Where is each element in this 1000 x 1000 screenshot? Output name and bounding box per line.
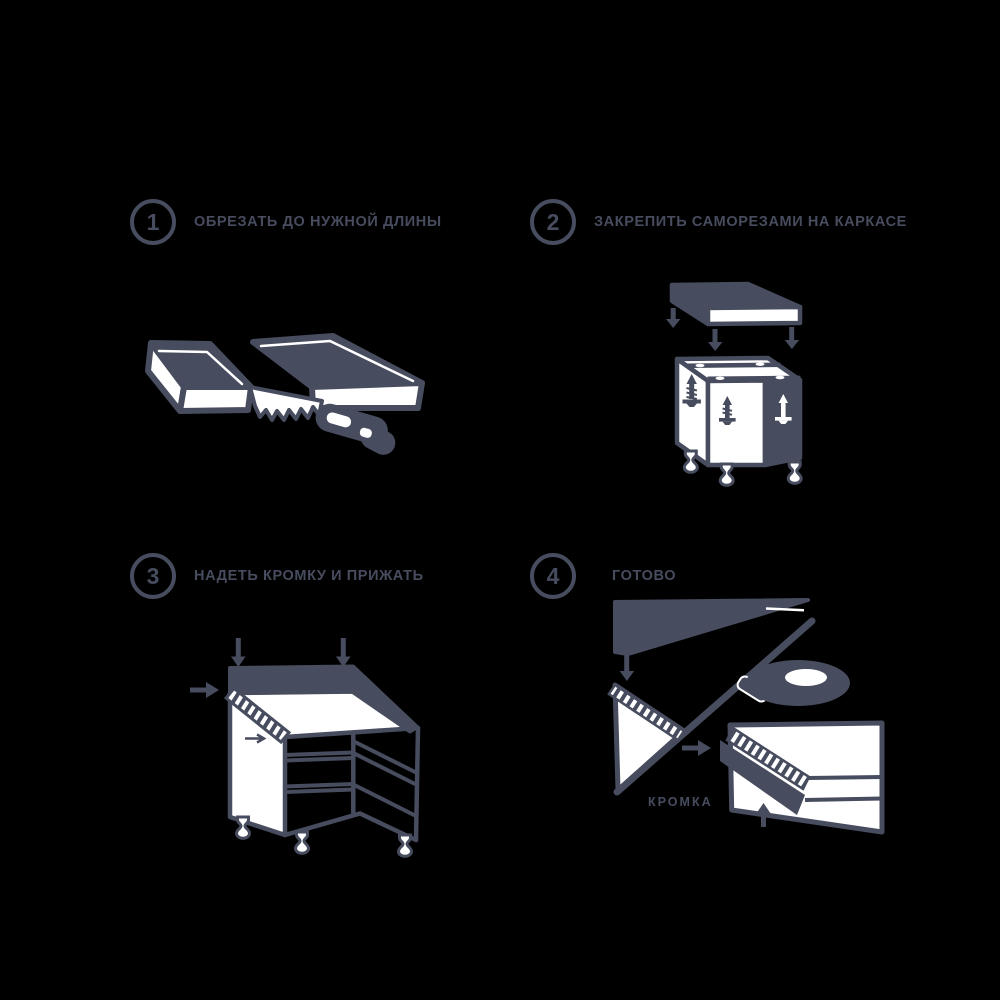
board-left-icon: [148, 343, 251, 411]
step-3-header: [130, 553, 424, 599]
illustration-press-edge: [160, 600, 460, 895]
step-title: ГОТОВО: [612, 568, 677, 584]
arrow-down-icon: [620, 655, 634, 681]
board-corner-detail: [720, 723, 882, 832]
arrow-right-icon: [190, 682, 219, 698]
step-number-badge: 1: [130, 199, 176, 245]
step-number-badge: 2: [530, 199, 576, 245]
step-title: ОБРЕЗАТЬ ДО НУЖНОЙ ДЛИНЫ: [194, 214, 442, 230]
countertop-icon: [672, 284, 800, 324]
step-title: НАДЕТЬ КРОМКУ И ПРИЖАТЬ: [194, 568, 424, 584]
illustration-cut-to-length: [120, 325, 450, 485]
step-number-badge: 4: [530, 553, 576, 599]
arrow-right-icon: [682, 740, 711, 756]
edge-strip-label: КРОМКА: [648, 795, 713, 809]
step-2-header: [530, 199, 907, 245]
arrow-down-icon: [231, 638, 351, 667]
illustration-screw-to-frame: [625, 262, 865, 497]
cabinet-icon: [226, 667, 418, 857]
cabinet-icon: [677, 358, 801, 485]
step-1-header: [130, 199, 442, 245]
tape-roll-icon: [736, 660, 850, 706]
step-title: ЗАКРЕПИТЬ САМОРЕЗАМИ НА КАРКАСЕ: [594, 214, 907, 230]
step-number-badge: 3: [130, 553, 176, 599]
illustration-done-edge-banding: [585, 585, 905, 875]
